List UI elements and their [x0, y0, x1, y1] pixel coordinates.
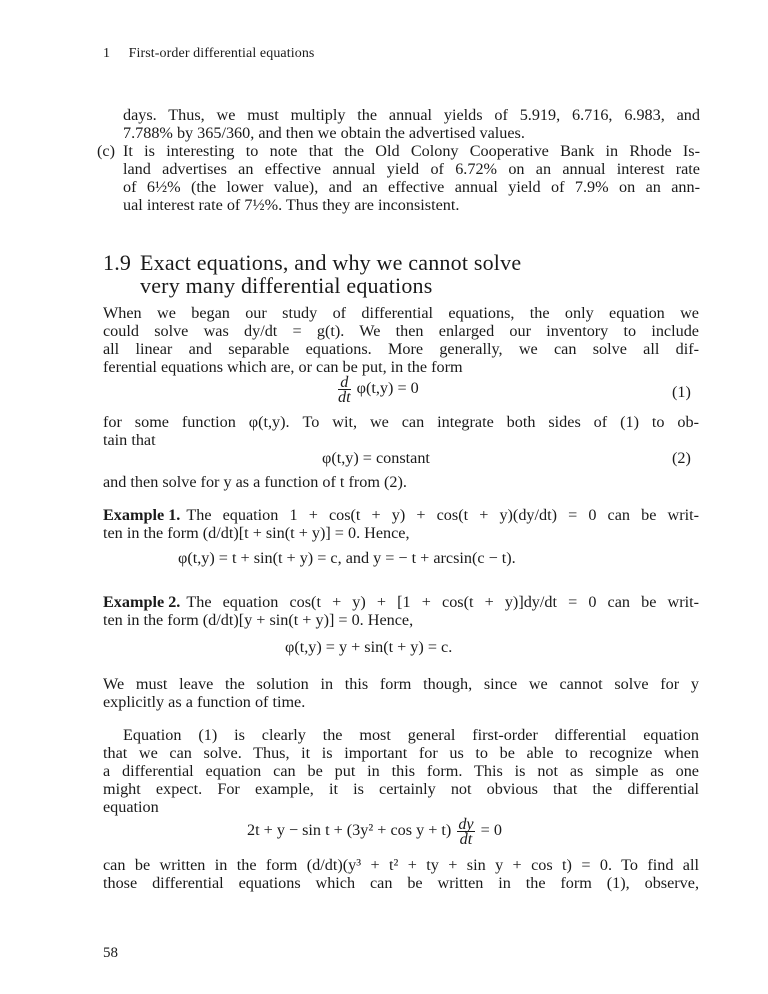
- text-line: ten in the form (d/dt)[y + sin(t + y)] = 0. Hence,: [103, 611, 414, 629]
- text-line: that we can solve. Thus, it is important for us to be able to recognize when: [103, 744, 699, 762]
- text-line: equation: [103, 798, 159, 816]
- text-line: The equation 1 + cos(t + y) + cos(t + y)(dy/dt) = 0 can be writ-: [186, 506, 699, 524]
- equation-1-label: (1): [672, 383, 691, 401]
- text-line: days. Thus, we must multiply the annual yields of 5.919, 6.716, 6.983, and: [123, 106, 700, 124]
- text-line: a differential equation can be put in this form. This is not as simple as one: [103, 762, 699, 780]
- equation-1: [336, 375, 419, 404]
- text-line: ten in the form (d/dt)[t + sin(t + y)] = 0. Hence,: [103, 524, 410, 542]
- item-c-paragraph: [123, 142, 700, 214]
- example-2: [103, 593, 699, 629]
- text-line: The equation cos(t + y) + [1 + cos(t + y)]dy/dt = 0 can be writ-: [186, 593, 699, 611]
- after-eq1-paragraph: [103, 413, 699, 449]
- text-line: Equation (1) is clearly the most general first-order differential equation: [123, 726, 699, 744]
- item-c-label: (c): [97, 142, 115, 160]
- text-line: ual interest rate of 7½%. Thus they are inconsistent.: [123, 196, 460, 214]
- text-line: could solve was dy/dt = g(t). We then enlarged our inventory to include: [103, 322, 699, 340]
- continuation-paragraph: [123, 106, 700, 142]
- text-line: for some function φ(t,y). To wit, we can integrate both sides of (1) to ob-: [103, 413, 699, 431]
- text-line: It is interesting to note that the Old Colony Cooperative Bank in Rhode Is-: [123, 142, 700, 160]
- example-2-result: φ(t,y) = y + sin(t + y) = c.: [285, 638, 453, 656]
- example-1-label: Example 1.: [103, 506, 181, 524]
- text-line: ferential equations which are, or can be put, in the form: [103, 358, 463, 376]
- equation-2: φ(t,y) = constant: [322, 449, 430, 467]
- section-title-line1: Exact equations, and why we cannot solve: [140, 250, 522, 275]
- text-line: explicitly as a function of time.: [103, 693, 306, 711]
- equation-3-left: 2t + y − sin t + (3y² + cos y + t): [247, 821, 452, 840]
- text-line: might expect. For example, it is certainly not obvious that the differential: [103, 780, 699, 798]
- section-heading: [103, 250, 521, 275]
- text-line: We must leave the solution in this form though, since we cannot solve for y: [103, 675, 699, 693]
- equation-3-right: = 0: [480, 821, 502, 840]
- after-eq2-text: and then solve for y as a function of t from (2).: [103, 473, 407, 491]
- example-2-label: Example 2.: [103, 593, 181, 611]
- paragraph-3: [103, 726, 699, 816]
- text-line: land advertises an effective annual yield of 6.72% on an annual interest rate: [123, 160, 700, 178]
- text-line: can be written in the form (d/dt)(y³ + t² + ty + sin y + cos t) = 0. To find all: [103, 856, 699, 874]
- text-line: of 6½% (the lower value), and an effective annual yield of 7.9% on an ann-: [123, 178, 700, 196]
- example-1-result: φ(t,y) = t + sin(t + y) = c, and y = − t + arcsin(c − t).: [178, 549, 516, 567]
- text-line: tain that: [103, 431, 156, 449]
- text-line: When we began our study of differential equations, the only equation we: [103, 304, 699, 322]
- derivative-fraction: $\frac{d}{dt}$: [338, 373, 351, 406]
- intro-paragraph: [103, 304, 699, 376]
- example-1: [103, 506, 699, 542]
- derivative-fraction: $\frac{dy}{dt}$: [458, 815, 474, 848]
- equation-3: [247, 817, 502, 846]
- page-number: 58: [103, 945, 118, 961]
- section-number: 1.9: [103, 250, 132, 275]
- section-title-line2: very many differential equations: [140, 273, 433, 298]
- chapter-title: First-order differential equations: [128, 46, 315, 61]
- closing-paragraph: [103, 856, 699, 892]
- running-header: [103, 46, 314, 62]
- text-line: 7.788% by 365/360, and then we obtain the advertised values.: [123, 124, 525, 142]
- text-line: those differential equations which can be written in the form (1), observe,: [103, 874, 699, 892]
- equation-1-body: φ(t,y) = 0: [356, 379, 419, 398]
- text-line: all linear and separable equations. More generally, we can solve all dif-: [103, 340, 699, 358]
- equation-2-label: (2): [672, 449, 691, 467]
- chapter-number: 1: [103, 46, 111, 61]
- example-2-after: [103, 675, 699, 711]
